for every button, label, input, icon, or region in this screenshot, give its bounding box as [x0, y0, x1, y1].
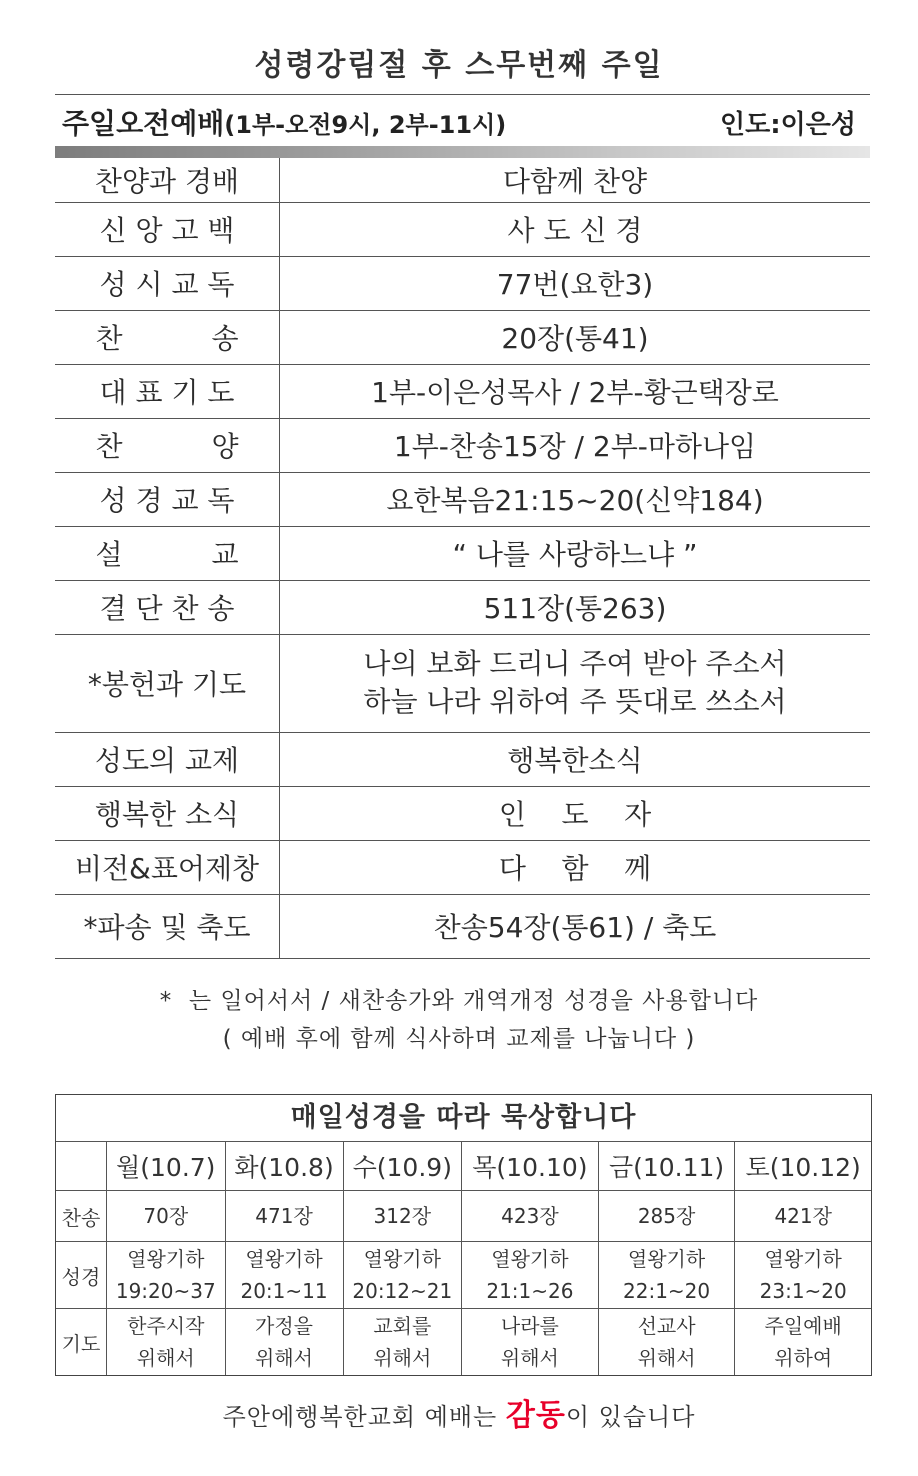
- prayer-row: [56, 1309, 871, 1376]
- order-label: 결 단 찬 송: [55, 580, 280, 634]
- order-of-worship-table: [55, 158, 870, 959]
- hymn-cell: 421장: [735, 1191, 871, 1242]
- order-value: 1부-찬송15장 / 2부-마하나임: [280, 418, 871, 472]
- bible-cell: [598, 1242, 735, 1309]
- order-row: [55, 158, 870, 202]
- order-row: [55, 418, 870, 472]
- hymn-cell: 471장: [225, 1191, 343, 1242]
- corner-cell: [56, 1142, 107, 1191]
- bible-verses: 20:12~21: [352, 1279, 453, 1303]
- prayer-cell: [107, 1309, 226, 1376]
- order-label: 신 앙 고 백: [55, 202, 280, 256]
- order-label: 성 경 교 독: [55, 472, 280, 526]
- day-header: 화(10.8): [225, 1142, 343, 1191]
- service-time: (1부-오전9시, 2부-11시): [224, 111, 507, 139]
- day-header: 목(10.10): [462, 1142, 599, 1191]
- service-heading: [62, 102, 506, 142]
- day-header: 월(10.7): [107, 1142, 226, 1191]
- bible-book: 열왕기하: [764, 1247, 842, 1271]
- prayer-topic: 주일예배: [764, 1314, 842, 1338]
- bible-row: [56, 1242, 871, 1309]
- order-row: [55, 732, 870, 786]
- order-value: 1부-이은성목사 / 2부-황근택장로: [280, 364, 871, 418]
- prayer-topic: 선교사: [637, 1314, 696, 1338]
- order-value: 요한복음21:15~20(신약184): [280, 472, 871, 526]
- order-row: [55, 310, 870, 364]
- row-label-prayer: 기도: [56, 1309, 107, 1376]
- offering-line-1: 나의 보화 드리니 주여 받아 주소서: [363, 647, 787, 680]
- prayer-topic: 가정을: [255, 1314, 314, 1338]
- order-row: [55, 526, 870, 580]
- prayer-suffix: 위해서: [373, 1346, 432, 1370]
- hymn-cell: 285장: [598, 1191, 735, 1242]
- day-header-row: [56, 1142, 871, 1191]
- bible-cell: [107, 1242, 226, 1309]
- daily-bible-reading-box: [55, 1094, 872, 1376]
- order-label: 성 시 교 독: [55, 256, 280, 310]
- order-label: 찬양과 경배: [55, 158, 280, 202]
- order-value: 인 도 자: [280, 786, 871, 840]
- order-label: 행복한 소식: [55, 786, 280, 840]
- order-value: 사 도 신 경: [280, 202, 871, 256]
- bible-cell: [462, 1242, 599, 1309]
- reading-title: 매일성경을 따라 묵상합니다: [56, 1095, 871, 1142]
- prayer-cell: [462, 1309, 599, 1376]
- order-row: [55, 786, 870, 840]
- order-value: 77번(요한3): [280, 256, 871, 310]
- prayer-suffix: 위해서: [255, 1346, 314, 1370]
- reading-table: [56, 1142, 871, 1375]
- bible-book: 열왕기하: [363, 1247, 441, 1271]
- standing-note: * 는 일어서서 / 새찬송가와 개역개정 성경을 사용합니다: [159, 988, 759, 1014]
- bible-book: 열왕기하: [627, 1247, 706, 1271]
- hymn-cell: 423장: [462, 1191, 599, 1242]
- order-label: 비전&표어제창: [55, 840, 280, 894]
- hymn-cell: 70장: [107, 1191, 226, 1242]
- order-row: [55, 364, 870, 418]
- service-name: 주일오전예배: [62, 107, 225, 140]
- prayer-suffix: 위하여: [774, 1346, 833, 1370]
- prayer-suffix: 위해서: [500, 1346, 559, 1370]
- order-label: 찬 양: [55, 418, 280, 472]
- order-row: [55, 202, 870, 256]
- row-label-bible: 성경: [56, 1242, 107, 1309]
- prayer-cell: [735, 1309, 871, 1376]
- prayer-suffix: 위해서: [136, 1346, 195, 1370]
- service-leader: 인도:이은성: [720, 110, 856, 140]
- bible-verses: 19:20~37: [115, 1279, 216, 1303]
- order-value: 찬송54장(통61) / 축도: [280, 894, 871, 958]
- order-row: [55, 634, 870, 732]
- prayer-topic: 나라를: [500, 1314, 559, 1338]
- order-value: 다 함 께: [280, 840, 871, 894]
- footer-highlight: 감동: [505, 1398, 566, 1433]
- bible-verses: 23:1~20: [759, 1279, 847, 1303]
- footer-slogan: [0, 1390, 918, 1434]
- bible-book: 열왕기하: [491, 1247, 569, 1271]
- order-label: 대 표 기 도: [55, 364, 280, 418]
- hymn-cell: 312장: [343, 1191, 462, 1242]
- order-label: 설 교: [55, 526, 280, 580]
- hymn-row: [56, 1191, 871, 1242]
- prayer-cell: [598, 1309, 735, 1376]
- prayer-cell: [343, 1309, 462, 1376]
- order-label: 성도의 교제: [55, 732, 280, 786]
- prayer-topic: 한주시작: [127, 1314, 205, 1338]
- order-row: [55, 894, 870, 958]
- order-row: [55, 472, 870, 526]
- bible-book: 열왕기하: [127, 1247, 205, 1271]
- footer-text-after: 이 있습니다: [565, 1403, 696, 1431]
- bible-cell: [735, 1242, 871, 1309]
- bible-verses: 20:1~11: [240, 1279, 328, 1303]
- prayer-topic: 교회를: [373, 1314, 432, 1338]
- fellowship-note: ( 예배 후에 함께 식사하며 교제를 나눕니다 ): [222, 1026, 696, 1052]
- header-shade-bar: [55, 146, 870, 158]
- order-label: 찬 송: [55, 310, 280, 364]
- day-header: 토(10.12): [735, 1142, 871, 1191]
- order-value: 행복한소식: [280, 732, 871, 786]
- offering-line-2: 하늘 나라 위하여 주 뜻대로 쓰소서: [363, 685, 787, 718]
- order-row: [55, 840, 870, 894]
- bible-verses: 22:1~20: [623, 1279, 711, 1303]
- footer-text-before: 주안에행복한교회 예배는: [222, 1403, 506, 1431]
- row-label-hymn: 찬송: [56, 1191, 107, 1242]
- bible-cell: [343, 1242, 462, 1309]
- order-value: 20장(통41): [280, 310, 871, 364]
- prayer-suffix: 위해서: [637, 1346, 696, 1370]
- order-label: *파송 및 축도: [55, 894, 280, 958]
- order-row: [55, 580, 870, 634]
- bible-verses: 21:1~26: [486, 1279, 574, 1303]
- order-value: 511장(통263): [280, 580, 871, 634]
- prayer-cell: [225, 1309, 343, 1376]
- bible-cell: [225, 1242, 343, 1309]
- offering-hymn-text: [280, 634, 871, 732]
- sermon-title: “ 나를 사랑하느냐 ”: [280, 526, 871, 580]
- bible-book: 열왕기하: [245, 1247, 323, 1271]
- day-header: 금(10.11): [598, 1142, 735, 1191]
- order-label: *봉헌과 기도: [55, 634, 280, 732]
- order-value: 다함께 찬양: [280, 158, 871, 202]
- day-header: 수(10.9): [343, 1142, 462, 1191]
- order-row: [55, 256, 870, 310]
- bulletin-title: 성령강림절 후 스무번째 주일: [254, 48, 664, 83]
- top-divider: [55, 94, 870, 95]
